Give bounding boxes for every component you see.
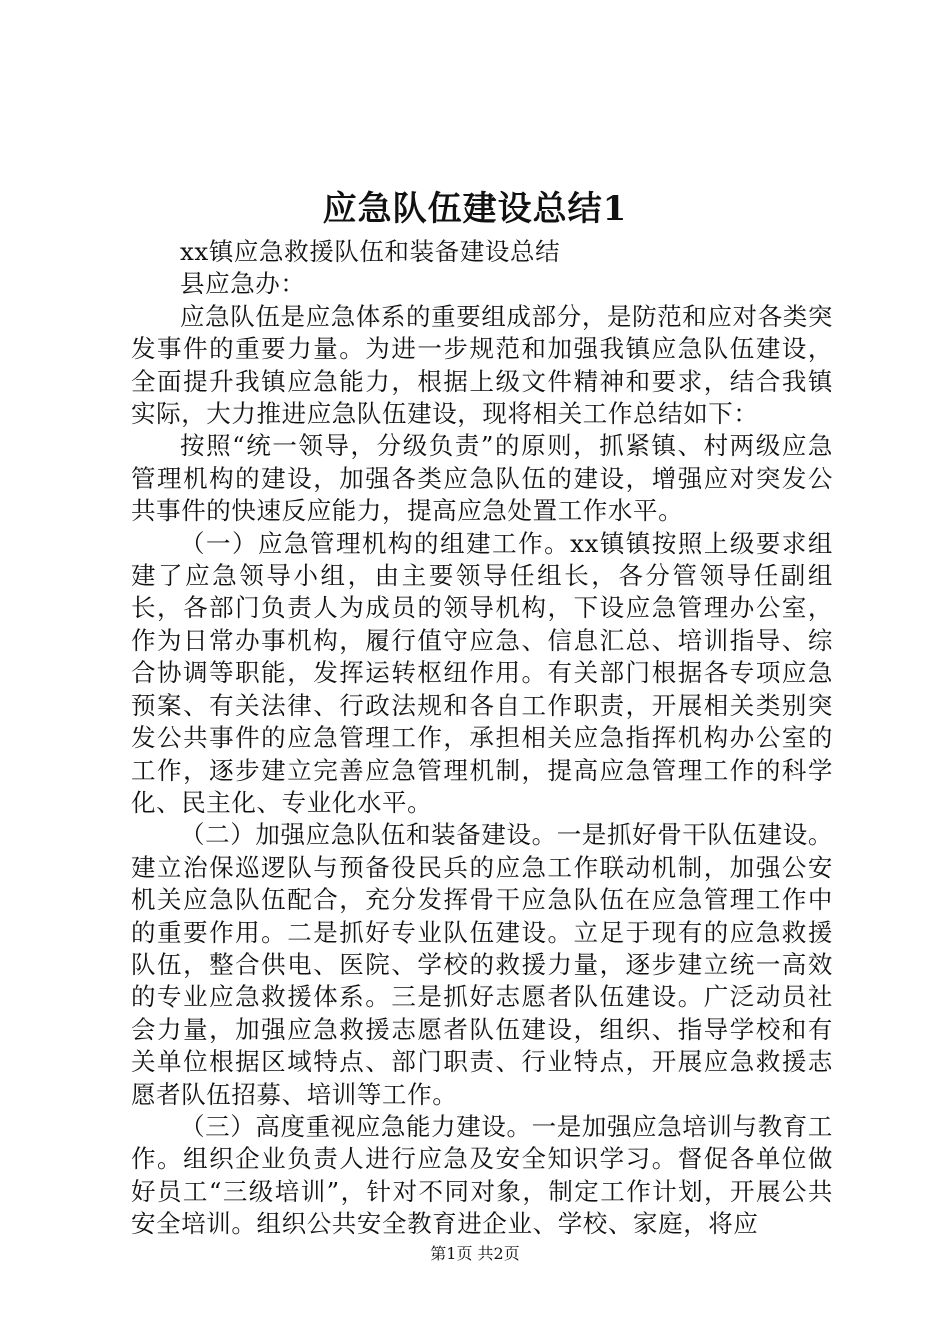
paragraph-recipient: 县应急办： (180, 269, 306, 299)
paragraph-section-3: （三）高度重视应急能力建设。一是加强应急培训与教育工作。组织企业负责人进行应急及安全知识学习。督促各单位做好员工“三级培训”，针对不同对象，制定工作计划，开展公共安全培训。组织公共安全教育进企业、学校、家庭，将应 (131, 1111, 833, 1239)
paragraph-heading: xx镇应急救援队伍和装备建设总结 (180, 237, 561, 266)
document-title: 应急队伍建设总结1 (322, 189, 628, 229)
paragraph-intro: 应急队伍是应急体系的重要组成部分，是防范和应对各类突发事件的重要力量。为进一步规范和加强我镇应急队伍建设，全面提升我镇应急能力，根据上级文件精神和要求，结合我镇实际，大力推进应急队伍建设，现将相关工作总结如下： (131, 301, 833, 429)
paragraph-principle: 按照“统一领导，分级负责”的原则，抓紧镇、村两级应急管理机构的建设，加强各类应急队伍的建设，增强应对突发公共事件的快速反应能力，提高应急处置工作水平。 (131, 431, 833, 526)
paragraph-section-1: （一）应急管理机构的组建工作。xx镇镇按照上级要求组建了应急领导小组，由主要领导任组长，各分管领导任副组长，各部门负责人为成员的领导机构，下设应急管理办公室，作为日常办事机构，履行值守应急、信息汇总、培训指导、综合协调等职能，发挥运转枢纽作用。有关部门根据各专项应急预案、有关法律、行政法规和各自工作职责，开展相关类别突发公共事件的应急管理工作，承担相关应急指挥机构办公室的工作，逐步建立完善应急管理机制，提高应急管理工作的科学化、民主化、专业化水平。 (131, 528, 833, 817)
paragraph-section-2: （二）加强应急队伍和装备建设。一是抓好骨干队伍建设。建立治保巡逻队与预备役民兵的应急工作联动机制，加强公安机关应急队伍配合，充分发挥骨干应急队伍在应急管理工作中的重要作用。二是抓好专业队伍建设。立足于现有的应急救援队伍，整合供电、医院、学校的救援力量，逐步建立统一高效的专业应急救援体系。三是抓好志愿者队伍建设。广泛动员社会力量，加强应急救援志愿者队伍建设，组织、指导学校和有关单位根据区域特点、部门职责、行业特点，开展应急救援志愿者队伍招募、培训等工作。 (131, 820, 833, 1109)
page-footer: 第1页 共2页 (430, 1244, 520, 1263)
document-body (131, 236, 833, 1241)
